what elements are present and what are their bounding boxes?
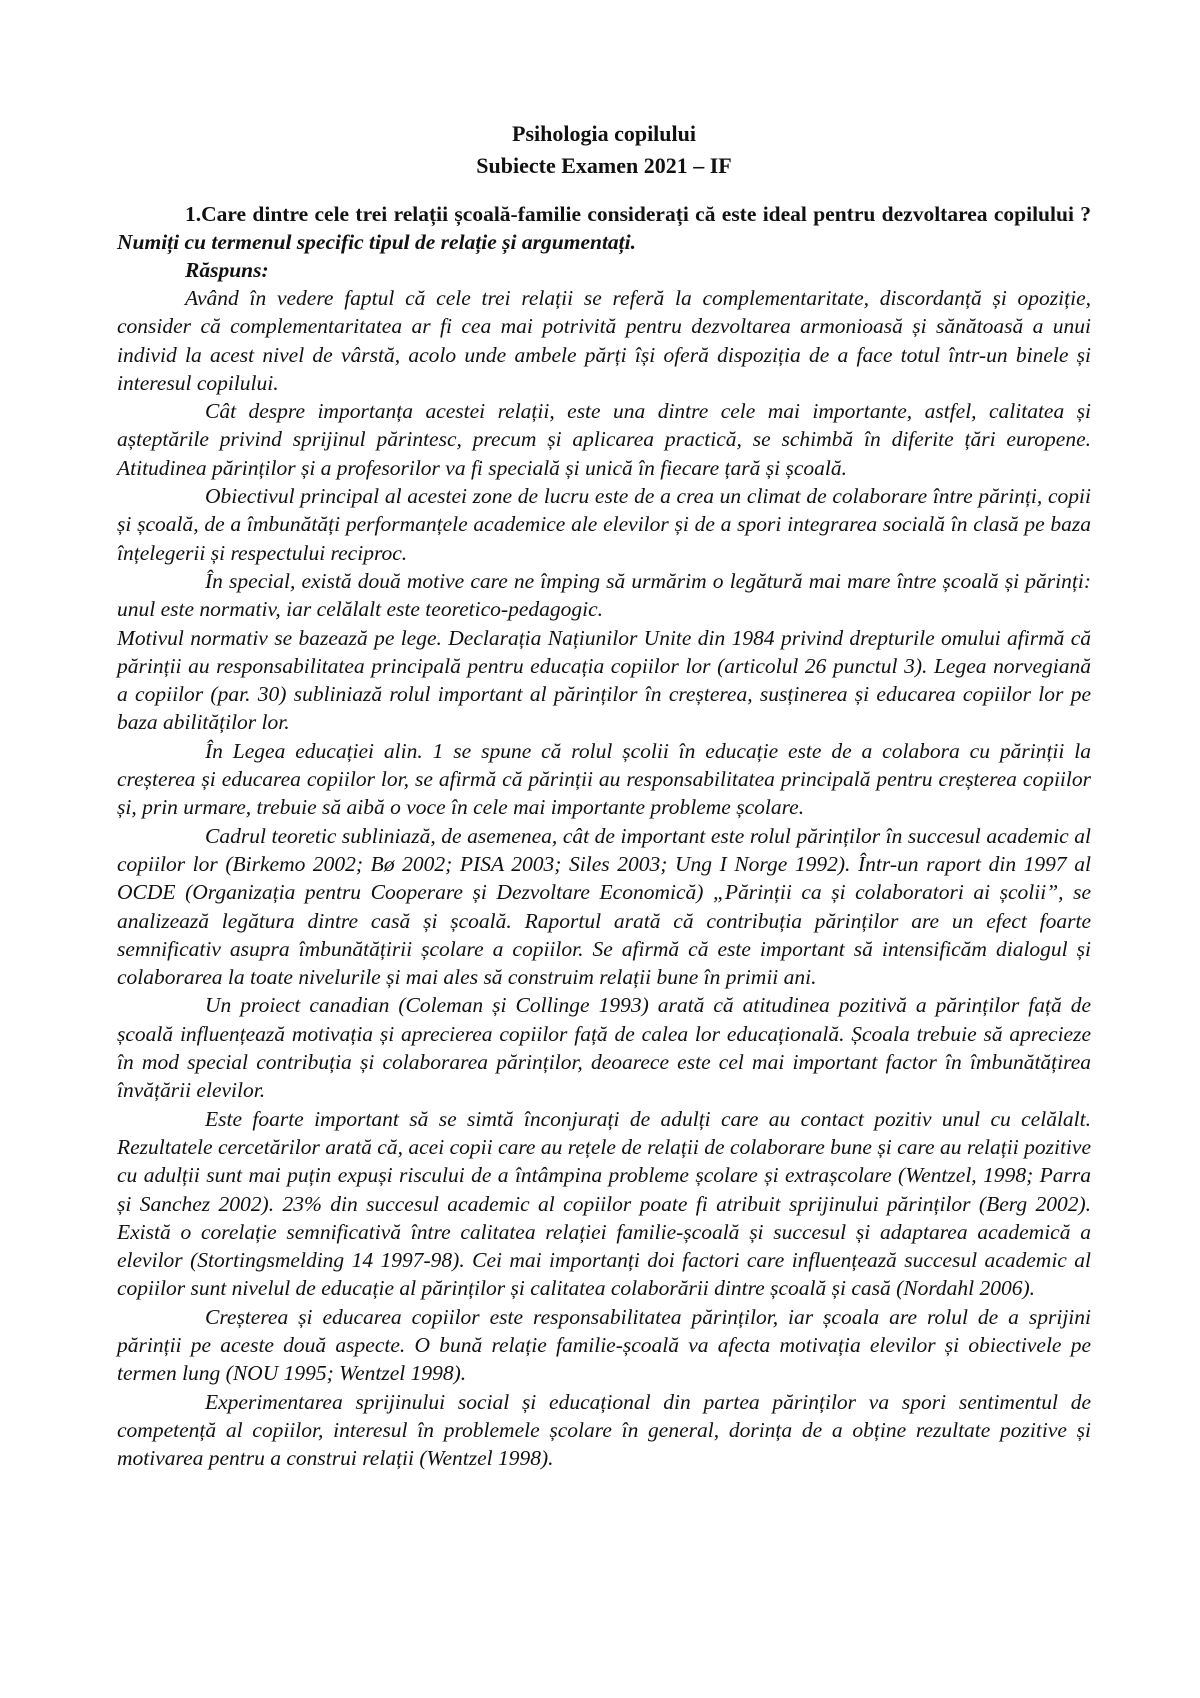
answer-paragraph-2: Cât despre importanța acestei relații, este una dintre cele mai importante, astfel, calitatea și așteptările privind sprijinul părintesc, precum și aplicarea practică, se schimbă în diferite țări europene. Atitudinea părinților și a profesorilor va fi specială și unică în fiecare țară și școală.	[117, 399, 1091, 480]
exam-question	[117, 200, 1091, 256]
document-page	[117, 118, 1091, 1472]
answer-paragraph-4: În special, există două motive care ne împing să urmărim o legătură mai mare între școală și părinți: unul este normativ, iar celălalt este teoretico-pedagogic.	[117, 568, 1091, 622]
answer-paragraph-10: Creșterea și educarea copiilor este responsabilitatea părinților, iar școala are rolul de a sprijini părinții pe aceste două aspecte. O bună relație familie-școală va afecta motivația elevilor și obiectivele pe termen lung (NOU 1995; Wentzel 1998).	[117, 1304, 1091, 1386]
question-instruction: Numiți cu termenul specific tipul de relație și argumentați.	[117, 230, 636, 254]
answer-paragraph-1: Având în vedere faptul că cele trei relații se referă la complementaritate, discordanță și opoziție, consider că complementaritatea ar fi cea mai potrivită pentru dezvoltarea armonioasă și sănătoasă a unui individ la acest nivel de vârstă, acolo unde ambele părți își oferă dispoziția de a face totul într-un binele și interesul copilului.	[117, 286, 1091, 395]
answer-label: Răspuns:	[185, 258, 269, 282]
answer-paragraph-3: Obiectivul principal al acestei zone de lucru este de a crea un climat de colaborare între părinți, copii și școală, de a îmbunătăți performanțele academice ale elevilor și de a spori integrarea socială în clasă pe baza înțelegerii și respectului reciproc.	[117, 484, 1091, 565]
document-title: Psihologia copilului	[512, 121, 696, 146]
answer-paragraph-5: Motivul normativ se bazează pe lege. Declarația Națiunilor Unite din 1984 privind drepturile omului afirmă că părinții au responsabilitatea principală pentru educația copiilor lor (articolul 26 punctul 3). Legea norvegiană a copiilor (par. 30) subliniază rolul important al părinților în creșterea, susținerea și educarea copiilor lor pe baza abilităților lor.	[117, 625, 1091, 735]
answer-paragraph-6: În Legea educației alin. 1 se spune că rolul școlii în educație este de a colabora cu părinții la creșterea și educarea copiilor lor, se afirmă că părinții au responsabilitatea principală pentru creșterea copiilor și, prin urmare, trebuie să aibă o voce în cele mai importante probleme școlare.	[117, 738, 1091, 820]
answer-paragraph-9: Este foarte important să se simtă înconjurați de adulți care au contact pozitiv unul cu celălalt. Rezultatele cercetărilor arată că, acei copii care au rețele de relații de colaborare bune și care au relații pozitive cu adulții sunt mai puțin expuși riscului de a întâmpina probleme școlare și extrașcolare (Wentzel, 1998; Parra și Sanchez 2002). 23% din succesul academic al copiilor poate fi atribuit sprijinului părinților (Berg 2002). Există o corelație semnificativă între calitatea relației familie-școală și succesul și adaptarea academică a elevilor (Stortingsmelding 14 1997-98). Cei mai importanți doi factori care influențează succesul academic al copiilor sunt nivelul de educație al părinților și calitatea colaborării dintre școală și casă (Nordahl 2006).	[117, 1106, 1091, 1301]
document-subtitle: Subiecte Examen 2021 – IF	[476, 153, 732, 178]
question-text: 1.Care dintre cele trei relații școală-familie considerați că este ideal pentru dezvoltarea copilului ?	[185, 202, 1091, 226]
answer-paragraph-11: Experimentarea sprijinului social și educațional din partea părinților va spori sentimentul de competență al copiilor, interesul în problemele școlare în general, dorința de a obține rezultate pozitive și motivarea pentru a construi relații (Wentzel 1998).	[117, 1389, 1091, 1471]
answer-paragraph-8: Un proiect canadian (Coleman și Collinge 1993) arată că atitudinea pozitivă a părinților față de școală influențează motivația și aprecierea copiilor față de calea lor educațională. Școala trebuie să aprecieze în mod special contribuția și colaborarea părinților, deoarece este cel mai important factor în îmbunătățirea învățării elevilor.	[117, 993, 1091, 1103]
answer-paragraph-7: Cadrul teoretic subliniază, de asemenea, cât de important este rolul părinților în succesul academic al copiilor lor (Birkemo 2002; Bø 2002; PISA 2003; Siles 2003; Ung I Norge 1992). Într-un raport din 1997 al OCDE (Organizația pentru Cooperare și Dezvoltare Economică) „Părinții ca și colaboratori ai școlii”, se analizează legătura dintre casă și școală. Raportul arată că contribuția părinților are un efect foarte semnificativ asupra îmbunătățirii școlare a copiilor. Se afirmă că este important să intensificăm dialogul și colaborarea la toate nivelurile și mai ales să construim relații bune în primii ani.	[117, 823, 1091, 990]
